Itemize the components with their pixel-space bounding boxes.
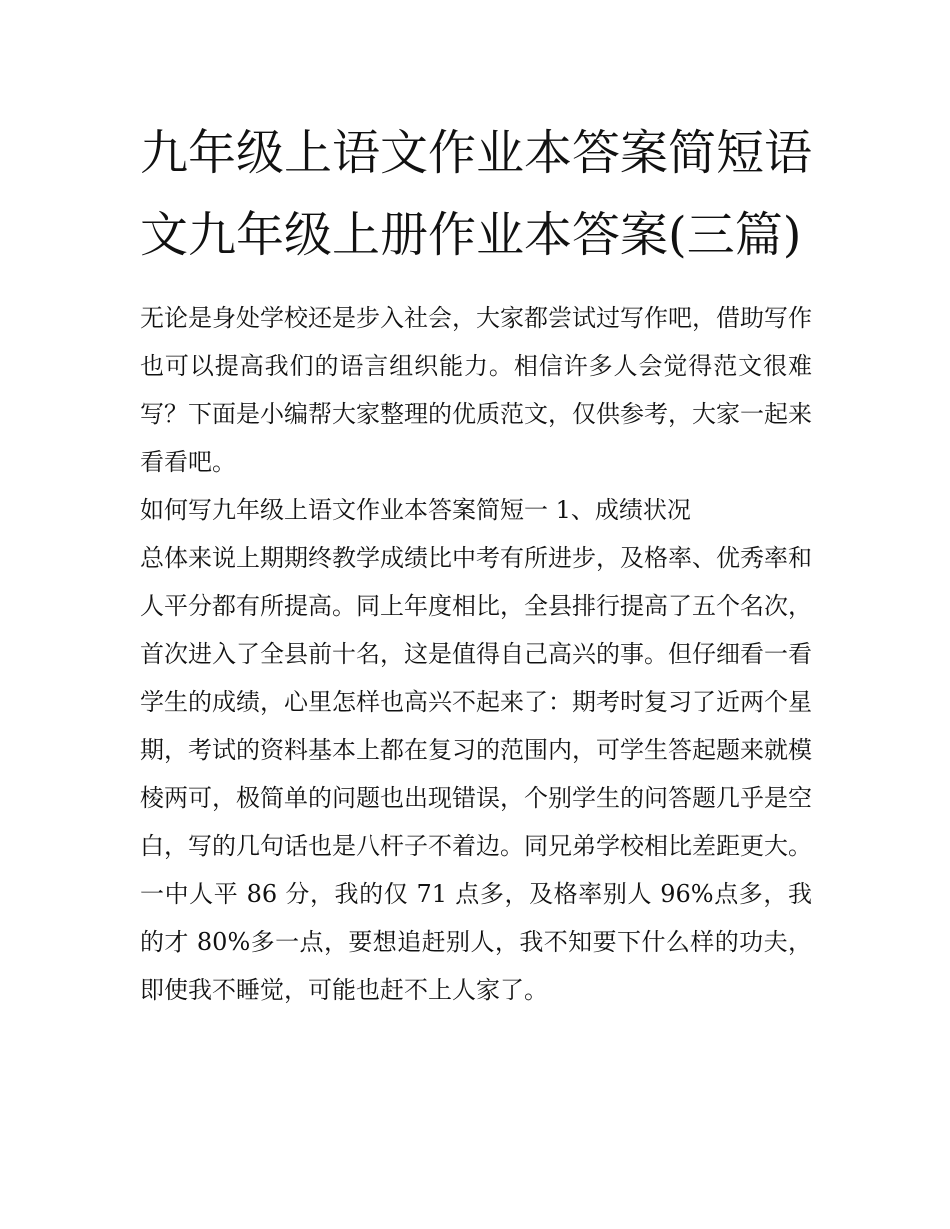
body-paragraph: 总体来说上期期终教学成绩比中考有所进步，及格率、优秀率和人平分都有所提高。同上年度相比，全县排行提高了五个名次，首次进入了全县前十名，这是值得自己高兴的事。但仔细看一看学生的成绩，心里怎样也高兴不起来了：期考时复习了近两个星期，考试的资料基本上都在复习的范围内，可学生答起题来就模棱两可，极简单的问题也出现错误，个别学生的问答题几乎是空白，写的几句话也是八杆子不着边。同兄弟学校相比差距更大。一中人平 86 分，我的仅 71 点多，及格率别人 96%点多，我的才 80%多一点，要想追赶别人，我不知要下什么样的功夫，即使我不睡觉，可能也赶不上人家了。 — [140, 544, 812, 1004]
document-title: 九年级上语文作业本答案简短语文九年级上册作业本答案(三篇) — [140, 125, 813, 263]
intro-paragraph: 无论是身处学校还是步入社会，大家都尝试过写作吧，借助写作也可以提高我们的语言组织能力。相信许多人会觉得范文很难写？下面是小编帮大家整理的优质范文，仅供参考，大家一起来看看吧。 — [140, 304, 812, 476]
document-page — [140, 112, 812, 1014]
section-heading: 如何写九年级上语文作业本答案简短一 1、成绩状况 — [140, 496, 691, 524]
